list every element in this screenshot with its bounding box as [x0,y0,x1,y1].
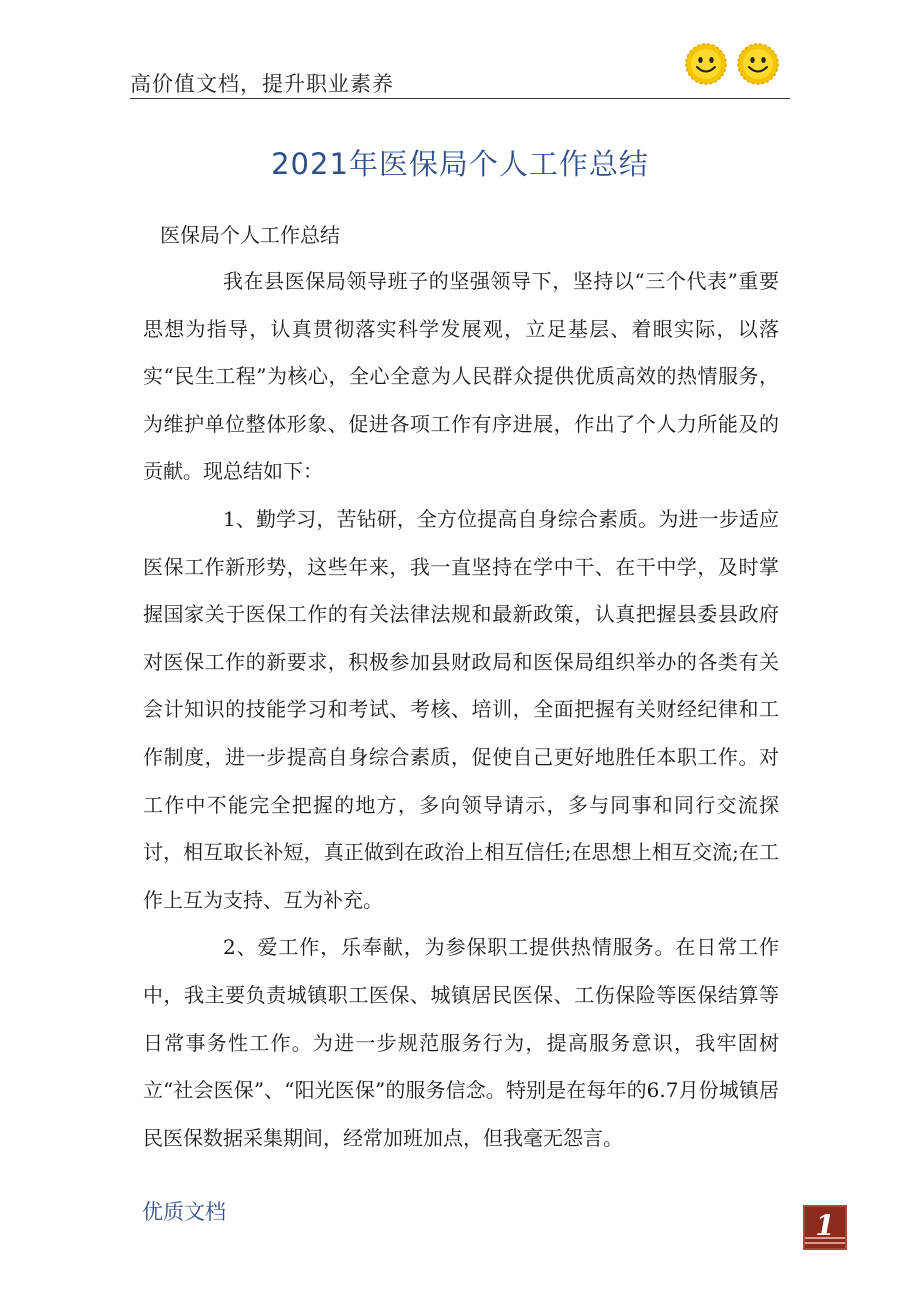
smiley-face-icon [736,42,780,86]
document-subtitle: 医保局个人工作总结 [160,223,340,247]
header-text: 高价值文档，提升职业素养 [130,72,394,96]
document-body [143,258,779,1162]
document-title: 2021年医保局个人工作总结 [271,147,649,181]
paragraph: 1、勤学习，苦钻研，全方位提高自身综合素质。为进一步适应医保工作新形势，这些年来，我一直坚持在学中干、在干中学，及时掌握国家关于医保工作的有关法律法规和最新政策，认真把握县委县政府对医保工作的新要求，积极参加县财政局和医保局组织举办的各类有关会计知识的技能学习和考试、考核、培训，全面把握有关财经纪律和工作制度，进一步提高自身综合素质，促使自己更好地胜任本职工作。对工作中不能完全把握的地方，多向领导请示，多与同事和同行交流探讨，相互取长补短，真正做到在政治上相互信任;在思想上相互交流;在工作上互为支持、互为补充。 [143,506,779,912]
smiley-face-icon [684,42,728,86]
paragraph: 2、爱工作，乐奉献，为参保职工提供热情服务。在日常工作中，我主要负责城镇职工医保、城镇居民医保、工伤保险等医保结算等日常事务性工作。为进一步规范服务行为，提高服务意识，我牢固树立“社会医保”、“阳光医保”的服务信念。特别是在每年的6.7月份城镇居民医保数据采集期间，经常加班加点，但我毫无怨言。 [143,935,779,1150]
paragraph: 我在县医保局领导班子的坚强领导下，坚持以“三个代表”重要思想为指导，认真贯彻落实科学发展观，立足基层、着眼实际，以落实“民生工程”为核心，全心全意为人民群众提供优质高效的热情服务，为维护单位整体形象、促进各项工作有序进展，作出了个人力所能及的贡献。现总结如下： [143,269,779,484]
footer-text: 优质文档 [142,1200,226,1224]
page-number: 1 [815,1209,835,1242]
page-header [130,62,790,99]
page-number-badge [803,1205,847,1250]
